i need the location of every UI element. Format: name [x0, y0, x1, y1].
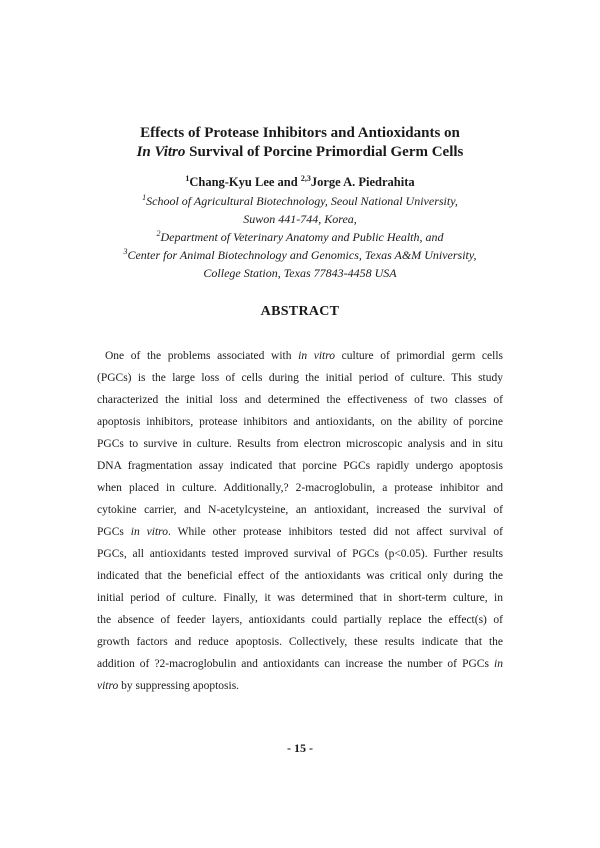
abstract-line [97, 345, 503, 367]
abstract-italic-term: in vitro [130, 526, 168, 538]
affiliation-text: Center for Animal Biotechnology and Genomics, Texas A&M University, [127, 248, 477, 262]
abstract-text: PGCs to survive in culture. Results from electron microscopic analysis and in situ [97, 438, 503, 450]
abstract-text: by suppressing apoptosis. [118, 680, 240, 692]
abstract-line [97, 587, 503, 609]
abstract-line [97, 653, 503, 675]
abstract-text: One of the problems associated with [105, 350, 299, 362]
abstract-line [97, 367, 503, 389]
abstract-line [97, 433, 503, 455]
abstract-heading: ABSTRACT [260, 304, 340, 319]
affiliation-text: College Station, Texas 77843-4458 USA [203, 266, 397, 280]
abstract-text: cytokine carrier, and N-acetylcysteine, an antioxidant, increased the survival of [97, 504, 503, 516]
abstract-text: PGCs [97, 526, 131, 538]
abstract-line [97, 411, 503, 433]
title-italic-term: In Vitro [136, 144, 186, 160]
author-1-name: Chang-Kyu Lee and [189, 175, 301, 189]
affiliation-line [0, 246, 600, 264]
affiliation-mark: 2 [156, 229, 161, 238]
abstract-line [97, 543, 503, 565]
abstract-text: the absence of feeder layers, antioxidants could partially replace the effect(s) of [97, 614, 503, 626]
abstract-text: apoptosis inhibitors, protease inhibitors and antioxidants, on the ability of porcine [97, 416, 503, 428]
abstract-line [97, 675, 503, 697]
abstract-text: growth factors and reduce apoptosis. Collectively, these results indicate that the [97, 636, 503, 648]
abstract-line [97, 389, 503, 411]
affiliation-mark: 3 [123, 247, 128, 256]
affiliation-text: Department of Veterinary Anatomy and Public Health, and [160, 230, 444, 244]
affiliation-line [0, 192, 600, 210]
title-line-2 [0, 143, 600, 162]
affiliation-line [0, 210, 600, 228]
abstract-text: . While other protease inhibitors tested did not affect survival of [167, 526, 503, 538]
abstract-line [97, 609, 503, 631]
abstract-line [97, 521, 503, 543]
abstract-italic-term: in [494, 658, 503, 670]
affiliation-line [0, 264, 600, 282]
abstract-text: characterized the initial loss and determined the effectiveness of two classes of [97, 394, 503, 406]
abstract-line [97, 477, 503, 499]
abstract-line [97, 499, 503, 521]
abstract-text: culture of primordial germ cells [335, 350, 503, 362]
abstract-text: PGCs, all antioxidants tested improved survival of PGCs (p<0.05). Further results [97, 548, 503, 560]
abstract-line [97, 455, 503, 477]
page-number: - 15 - [287, 741, 313, 755]
abstract-line [97, 631, 503, 653]
abstract-line [97, 565, 503, 587]
affiliations [0, 192, 600, 282]
abstract-text: DNA fragmentation assay indicated that porcine PGCs rapidly undergo apoptosis [97, 460, 503, 472]
author-1-affil-mark: 1 [185, 174, 190, 183]
abstract-text: addition of ?2-macroglobulin and antioxidants can increase the number of PGCs [97, 658, 495, 670]
affiliation-text: Suwon 441-744, Korea, [243, 212, 357, 226]
title-line-2-rest: Survival of Porcine Primordial Germ Cells [185, 144, 464, 160]
abstract-italic-term: in vitro [298, 350, 336, 362]
abstract-text: indicated that the beneficial effect of the antioxidants was critical only during the [97, 570, 503, 582]
title-line-1: Effects of Protease Inhibitors and Antioxidants on [140, 125, 460, 141]
abstract-body [97, 345, 503, 697]
affiliation-text: School of Agricultural Biotechnology, Seoul National University, [146, 194, 458, 208]
author-2-affil-mark: 2,3 [300, 174, 311, 183]
paper-title [0, 124, 600, 162]
affiliation-mark: 1 [142, 193, 147, 202]
abstract-text: when placed in culture. Additionally,? 2-macroglobulin, a protease inhibitor and [97, 482, 503, 494]
affiliation-line [0, 228, 600, 246]
abstract-text: (PGCs) is the large loss of cells during the initial period of culture. This study [97, 372, 503, 384]
abstract-italic-term: vitro [97, 680, 119, 692]
author-2-name: Jorge A. Piedrahita [310, 175, 415, 189]
author-list [0, 174, 600, 190]
abstract-text: initial period of culture. Finally, it was determined that in short-term culture, in [97, 592, 503, 604]
